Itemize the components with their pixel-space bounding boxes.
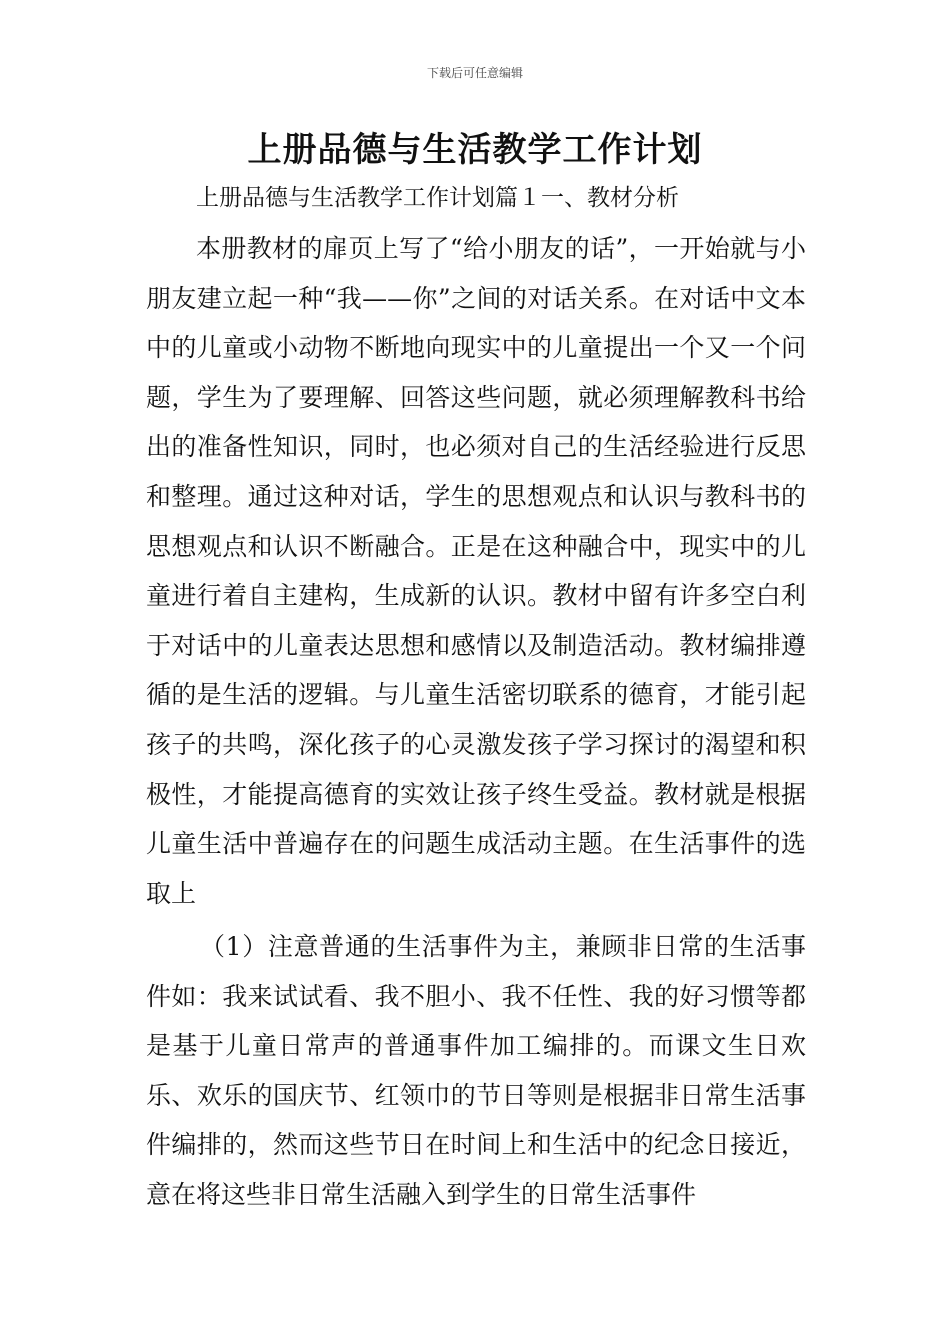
body-paragraph-1: 本册教材的扉页上写了“给小朋友的话”，一开始就与小朋友建立起一种“我——你”之间的对话关系。在对话中文本中的儿童或小动物不断地向现实中的儿童提出一个又一个问题，学生为了要理解、回答这些问题，就必须理解教科书给出的准备性知识，同时，也必须对自己的生活经验进行反思和整理。通过这种对话，学生的思想观点和认识与教科书的思想观点和认识不断融合。正是在这种融合中，现实中的儿童进行着自主建构，生成新的认识。教材中留有许多空白利于对话中的儿童表达思想和感情以及制造活动。教材编排遵循的是生活的逻辑。与儿童生活密切联系的德育，才能引起孩子的共鸣，深化孩子的心灵激发孩子学习探讨的渴望和积极性，才能提高德育的实效让孩子终生受益。教材就是根据儿童生活中普遍存在的问题生成活动主题。在生活事件的选取上 — [146, 234, 806, 908]
page-header-note: 下载后可任意编辑 — [426, 66, 523, 80]
document-title: 上册品德与生活教学工作计划 — [247, 130, 703, 170]
body-paragraph-2: （1）注意普通的生活事件为主，兼顾非日常的生活事件如：我来试试看、我不胆小、我不任性、我的好习惯等都是基于儿童日常声的普通事件加工编排的。而课文生日欢乐、欢乐的国庆节、红领巾的节日等则是根据非日常生活事件编排的，然而这些节日在时间上和生活中的纪念日接近，意在将这些非日常生活融入到学生的日常生活事件 — [146, 932, 806, 1209]
section-subtitle: 上册品德与生活教学工作计划篇１一、教材分析 — [196, 185, 679, 211]
